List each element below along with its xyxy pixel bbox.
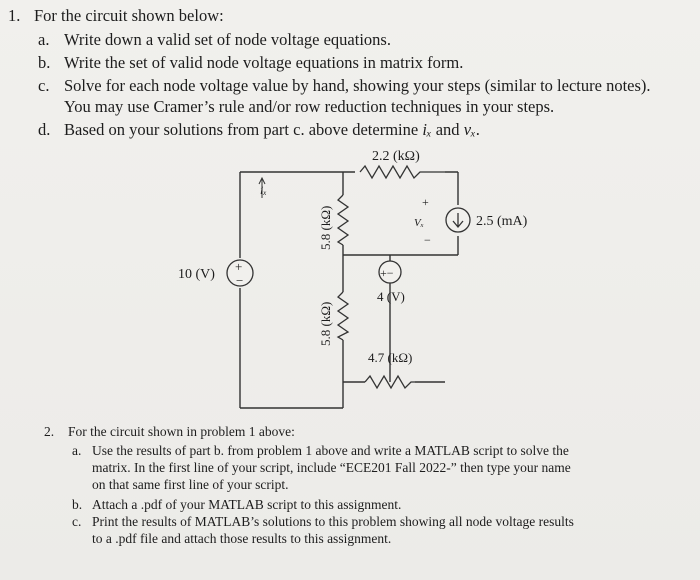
resistor-mid-upper [338, 195, 348, 245]
problem-2-intro: For the circuit shown in problem 1 above: [68, 424, 295, 439]
problem-2-part-b-text: Attach a .pdf of your MATLAB script to this assignment. [92, 497, 402, 512]
problem-1-part-b-text: Write the set of valid node voltage equations in matrix form. [64, 53, 464, 72]
label-vx-minus: − [424, 233, 431, 247]
label-r-top: 2.2 (kΩ) [372, 149, 420, 164]
label-r-mid-upper: 5.8 (kΩ) [318, 205, 333, 250]
label-r-mid-lower: 5.8 (kΩ) [318, 301, 333, 346]
problem-2-part-c-text: Print the results of MATLAB’s solutions to this problem showing all node voltage results [92, 514, 574, 529]
problem-1-part-c-text: Solve for each node voltage value by hand, showing your steps (similar to lecture notes). [64, 76, 651, 95]
label-voltage-source-4v: 4 (V) [377, 289, 405, 304]
voltage-source-4v-polarity: +− [380, 266, 394, 280]
problem-1-intro: For the circuit shown below: [34, 6, 224, 25]
problem-2-part-a-text: Use the results of part b. from problem 1 above and write a MATLAB script to solve the [92, 443, 569, 458]
problem-1-part-b-marker: b. [38, 53, 51, 72]
problem-2-part-a-text-cont1: matrix. In the first line of your script, include “ECE201 Fall 2022-” then type your name [92, 460, 571, 475]
resistor-top [360, 166, 445, 178]
problem-2-number: 2. [44, 424, 55, 439]
voltage-source-10v-plus: + [235, 259, 243, 274]
resistor-mid-lower [338, 292, 348, 340]
label-r-bottom: 4.7 (kΩ) [368, 350, 413, 365]
problem-1-part-c-marker: c. [38, 76, 50, 95]
label-vx-plus: + [422, 195, 429, 209]
problem-1-number: 1. [8, 6, 21, 25]
problem-2-part-c-text-cont: to a .pdf file and attach those results to this assignment. [92, 531, 392, 546]
problem-1-part-c-text-cont: You may use Cramer’s rule and/or row reduction techniques in your steps. [64, 97, 555, 116]
label-ix: iₓ [260, 183, 267, 197]
problem-2-part-b-marker: b. [72, 497, 83, 512]
voltage-source-10v-minus: − [236, 273, 244, 288]
problem-2-part-a-text-cont2: on that same first line of your script. [92, 477, 289, 492]
problem-1-part-a-marker: a. [38, 30, 50, 49]
problem-1-part-a-text: Write down a valid set of node voltage equations. [64, 30, 391, 49]
label-vx: Vₓ [414, 217, 424, 229]
problem-1-part-d-marker: d. [38, 120, 51, 139]
problem-1-part-d-text: Based on your solutions from part c. above determine iₓ and vₓ. [64, 120, 480, 139]
problem-2-part-c-marker: c. [72, 514, 82, 529]
problem-2-part-a-marker: a. [72, 443, 82, 458]
label-voltage-source-10v: 10 (V) [178, 267, 215, 282]
label-current-source: 2.5 (mA) [476, 214, 528, 229]
